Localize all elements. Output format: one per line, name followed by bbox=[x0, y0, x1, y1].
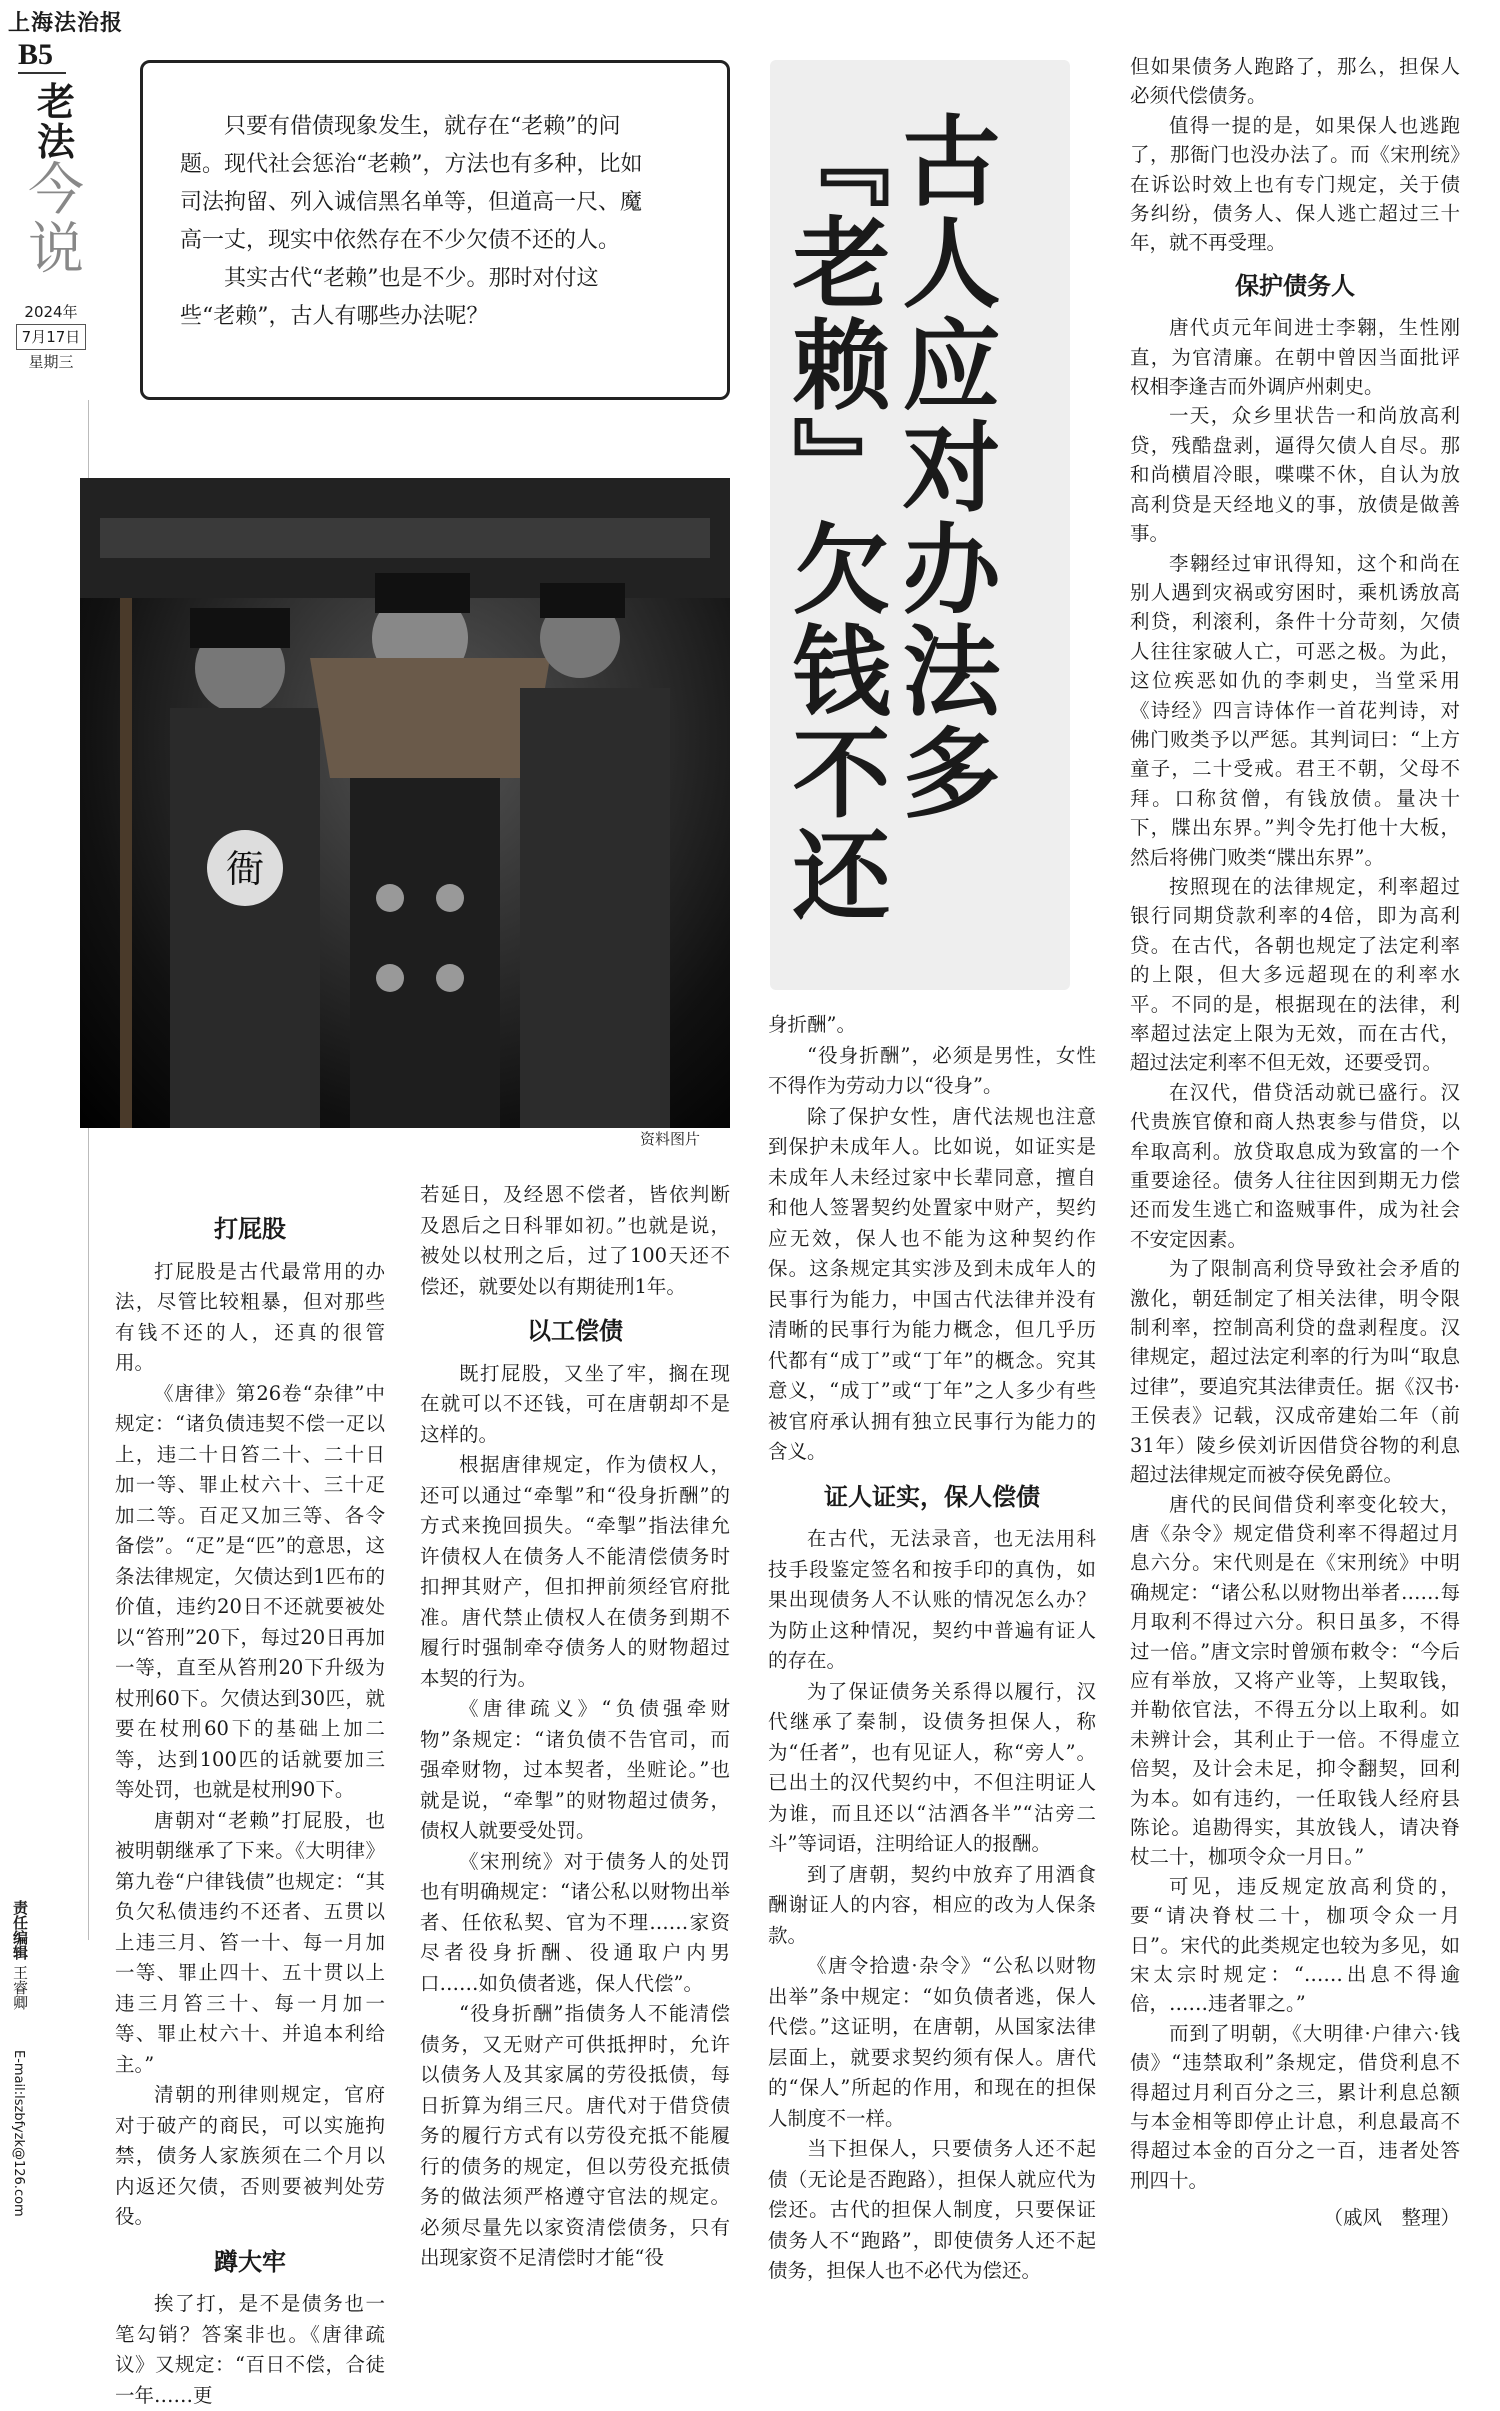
paragraph: 若延日，及经恩不偿者，皆依判断及恩后之日科罪如初。”也就是说，被处以杖刑之后，过了100天还不偿还，就要处以有期徒刑1年。 bbox=[420, 1183, 730, 1298]
section-heading: 蹲大牢 bbox=[214, 2247, 286, 2276]
paragraph: 唐代贞元年间进士李翱，生性刚直，为官清廉。在朝中曾因当面批评权相李逢吉而外调庐州刺史。 bbox=[1130, 316, 1460, 399]
date-day: 7月17日 bbox=[16, 324, 86, 350]
paragraph: “役身折酬”指债务人不能清偿债务，又无财产可供抵押时，允许以债务人及其家属的劳役抵债，每日折算为绢三尺。唐代对于借贷债务的履行方式有以劳役充抵不能履行的债务的规定，但以劳役充抵债务的做法须严格遵守官法的规定。必须尽量先以家资清偿债务，只有出现家资不足清偿时才能“役 bbox=[420, 2002, 730, 2269]
paragraph: 到了唐朝，契约中放弃了用酒食酬谢证人的内容，相应的改为人保条款。 bbox=[768, 1862, 1096, 1947]
date-weekday: 星期三 bbox=[28, 353, 74, 371]
paragraph: 《唐律疏义》“负债强牵财物”条规定：“诸负债不告官司，而强牵财物，过本契者，坐赃论。”也就是说，“牵掣”的财物超过债务，债权人就要受处罚。 bbox=[420, 1697, 730, 1842]
date-year: 2024年 bbox=[24, 303, 78, 321]
paragraph: 清朝的刑律则规定，官府对于破产的商民，可以实施拘禁，债务人家族须在二个月以内返还欠债，否则要被判处劳役。 bbox=[115, 2083, 385, 2228]
paragraph: 根据唐律规定，作为债权人，还可以通过“牵掣”和“役身折酬”的方式来挽回损失。“牵掣”指法律允许债权人在债务人不能清偿债务时扣押其财产，但扣押前须经官府批准。唐代禁止债权人在债务到期不履行时强制牵夺债务人的财物超过本契的行为。 bbox=[420, 1453, 730, 1690]
paragraph: 李翱经过审讯得知，这个和尚在别人遇到灾祸或穷困时，乘机诱放高利贷，利滚利，条件十分苛刻，欠债人往往家破人亡，可恶之极。为此，这位疾恶如仇的李刺史，当堂采用《诗经》四言诗体作一首花判诗，对佛门败类予以严惩。其判词曰：“上方童子，二十受戒。君王不朝，父母不拜。口称贫僧，有钱放债。量决十下，牒出东界。”判令先打他十大板，然后将佛门败类“牒出东界”。 bbox=[1130, 551, 1460, 869]
paragraph: 按照现在的法律规定，利率超过银行同期贷款利率的4倍，即为高利贷。在古代，各朝也规定了法定利率的上限，但大多远超现在的利率水平。不同的是，根据现在的法律，利率超过法定上限为无效，而在古代，超过法定利率不但无效，还要受罚。 bbox=[1130, 874, 1460, 1075]
paragraph: 唐朝对“老赖”打屁股，也被明朝继承了下来。《大明律》第九卷“户律钱债”也规定：“其负欠私债违约不还者、五贯以上违三月、笞一十、每一月加一等、罪止四十、五十贯以上违三月笞三十、每一月加一等、罪止杖六十、并追本利给主。” bbox=[115, 1808, 385, 2076]
author-signature: （戚风 整理） bbox=[1323, 2206, 1460, 2230]
paragraph: “役身折酬”，必须是男性，女性不得作为劳动力以“役身”。 bbox=[768, 1043, 1096, 1097]
paragraph: 在古代，无法录音，也无法用科技手段鉴定签名和按手印的真伪，如果出现债务人不认账的情况怎么办？为防止这种情况，契约中普遍有证人的存在。 bbox=[768, 1527, 1096, 1672]
article-column-3 bbox=[768, 1010, 1096, 2287]
paragraph: 身折酬”。 bbox=[768, 1013, 856, 1036]
paragraph: 可见，违反规定放高利贷的，要“请决脊杖二十，枷项令众一月日”。宋代的此类规定也较为多见，如宋太宗时规定：“……出息不得逾倍，……违者罪之。” bbox=[1130, 1874, 1460, 2016]
paragraph: 除了保护女性，唐代法规也注意到保护未成年人。比如说，如证实是未成年人未经过家中长辈同意，擅自和他人签署契约处置家中财产，契约应无效，保人也不能为这种契约作保。这条规定其实涉及到未成年人的民事行为能力，中国古代法律并没有清晰的民事行为能力概念，但几乎历代都有“成丁”或“丁年”的概念。究其意义，“成丁”或“丁年”之人多少有些被官府承认拥有独立民事行为能力的含义。 bbox=[768, 1104, 1096, 1463]
section-heading: 以工偿债 bbox=[527, 1317, 623, 1345]
paragraph: 《唐律》第26卷“杂律”中规定：“诸负债违契不偿一疋以上，违二十日笞二十、二十日加一等、罪止杖六十、三十疋加二等。百疋又加三等、各令备偿”。“疋”是“匹”的意思，这条法律规定，欠债达到1匹布的价值，违约20日不还就要被处以“笞刑”20下，每过20日再加一等，直至从笞刑20下升级为杖刑60下。欠债达到30匹，就要在杖刑60下的基础上加二等，达到100匹的话就要加三等处罚，也就是杖刑90下。 bbox=[115, 1381, 385, 1801]
headline-line-1: 古人应对办法多 bbox=[886, 110, 1000, 824]
paragraph: 当下担保人，只要债务人还不起债（无论是否跑路），担保人就应代为偿还。古代的担保人制度，只要保证债务人不“跑路”，即使债务人还不起债务，担保人也不必代为偿还。 bbox=[768, 2137, 1096, 2282]
intro-paragraph: 其实古代“老赖”也是不少。那时对付这些“老赖”，古人有哪些办法呢？ bbox=[180, 266, 599, 329]
paragraph: 唐代的民间借贷利率变化较大，唐《杂令》规定借贷利率不得超过月息六分。宋代则是在《宋刑统》中明确规定：“诸公私以财物出举者……每月取利不得过六分。积日虽多，不得过一倍。”唐文宗时曾颁布敕令：“今后应有举放，又将产业等，上契取钱，并勒依官法，不得五分以上取利。如未辨计会，其利止于一倍。不得虚立倍契，及计会未足，抑令翻契，回利为本。如有违约，一任取钱人经府县陈论。追勘得实，其放钱人，请决脊杖二十，枷项令众一月日。” bbox=[1130, 1492, 1460, 1869]
paragraph: 打屁股是古代最常用的办法，尽管比较粗暴，但对那些有钱不还的人，还真的很管用。 bbox=[115, 1259, 385, 1374]
paragraph: 《宋刑统》对于债务人的处罚也有明确规定：“诸公私以财物出举者、任依私契、官为不理……家资尽者役身折酬、役通取户内男口……如负债者逃，保人代偿”。 bbox=[420, 1849, 730, 1995]
editor-label: 责任编辑 bbox=[11, 1900, 29, 1960]
paragraph: 《唐令拾遗·杂令》“公私以财物出举”条中规定：“如负债者逃，保人代偿。”这证明，在唐朝，从国家法律层面上，就要求契约须有保人。唐代的“保人”所起的作用，和现在的担保人制度不一样。 bbox=[768, 1954, 1096, 2130]
photo-caption: 资料图片 bbox=[640, 1130, 701, 1148]
section-heading: 证人证实，保人偿债 bbox=[824, 1482, 1040, 1511]
paragraph: 为了保证债务关系得以履行，汉代继承了秦制，设债务担保人，称为“任者”，也有见证人，称“旁人”。已出土的汉代契约中，不但注明证人为谁，而且还以“沽酒各半”“沽旁二斗”等词语，注明给证人的报酬。 bbox=[768, 1679, 1096, 1855]
issue-date bbox=[8, 300, 94, 374]
editor-credit bbox=[0, 1900, 30, 2010]
column-title-b: 今说 bbox=[28, 157, 84, 282]
paragraph: 为了限制高利贷导致社会矛盾的激化，朝廷制定了相关法律，明令限制利率，控制高利贷的盘剥程度。汉律规定，超过法定利率的行为叫“取息过律”，要追究其法律责任。据《汉书·王侯表》记载，汉成帝建始二年（前31年）陵乡侯刘䜣因借贷谷物的利息超过法律规定而被夺侯免爵位。 bbox=[1130, 1257, 1460, 1487]
paragraph: 在汉代，借贷活动就已盛行。汉代贵族官僚和商人热衷参与借贷，以牟取高利。放贷取息成为致富的一个重要途径。债务人往往因到期无力偿还而发生逃亡和盗贼事件，成为社会不安定因素。 bbox=[1130, 1080, 1460, 1251]
historical-reenactment-photo bbox=[80, 478, 730, 1128]
editor-email: E-mail:lszbfyzk@126.com bbox=[11, 2050, 26, 2217]
paragraph: 既打屁股，又坐了牢，搁在现在就可以不还钱，可在唐朝却不是这样的。 bbox=[420, 1361, 730, 1446]
intro-text bbox=[180, 108, 650, 336]
editor-name: 王睿卿 bbox=[11, 1964, 29, 2010]
photo-illustration bbox=[80, 478, 730, 1128]
paragraph: 一天，众乡里状告一和尚放高利贷，残酷盘剥，逼得欠债人自尽。那和尚横眉冷眼，喋喋不休，自认为放高利贷是天经地义的事，放债是做善事。 bbox=[1130, 404, 1460, 546]
column-title bbox=[26, 79, 86, 282]
column-title-a: 老法 bbox=[36, 79, 75, 164]
intro-paragraph: 只要有借债现象发生，就存在“老赖”的问题。现代社会惩治“老赖”，方法也有多种，比如司法拘留、列入诚信黑名单等，但道高一尺、魔高一丈，现实中依然存在不少欠债不还的人。 bbox=[180, 114, 643, 253]
article-column-2 bbox=[420, 1180, 730, 2274]
article-column-1 bbox=[115, 1200, 385, 2411]
section-heading: 保护债务人 bbox=[1235, 271, 1355, 300]
page-number: B5 bbox=[18, 38, 66, 74]
article-column-4 bbox=[1130, 52, 1460, 2233]
paragraph: 值得一提的是，如果保人也逃跑了，那衙门也没办法了。而《宋刑统》在诉讼时效上也有专门规定，关于债务纠纷，债务人、保人逃亡超过三十年，就不再受理。 bbox=[1130, 113, 1460, 255]
section-heading: 打屁股 bbox=[214, 1215, 286, 1243]
paragraph: 而到了明朝，《大明律·户律六·钱债》“违禁取利”条规定，借贷利息不得超过月利百分之三，累计利息总额与本金相等即停止计息，利息最高不得超过本金的百分之一百，违者处答刑四十。 bbox=[1130, 2021, 1460, 2192]
newspaper-masthead: 上海法治报 bbox=[8, 10, 124, 36]
paragraph: 挨了打，是不是债务也一笔勾销？答案非也。《唐律疏议》又规定：“百日不偿，合徒一年……更 bbox=[115, 2292, 385, 2407]
headline-line-2: 『老赖』欠钱不还 bbox=[776, 110, 890, 926]
yamen-badge-glyph: 衙 bbox=[225, 847, 265, 891]
paragraph: 但如果债务人跑路了，那么，担保人必须代偿债务。 bbox=[1130, 55, 1460, 108]
